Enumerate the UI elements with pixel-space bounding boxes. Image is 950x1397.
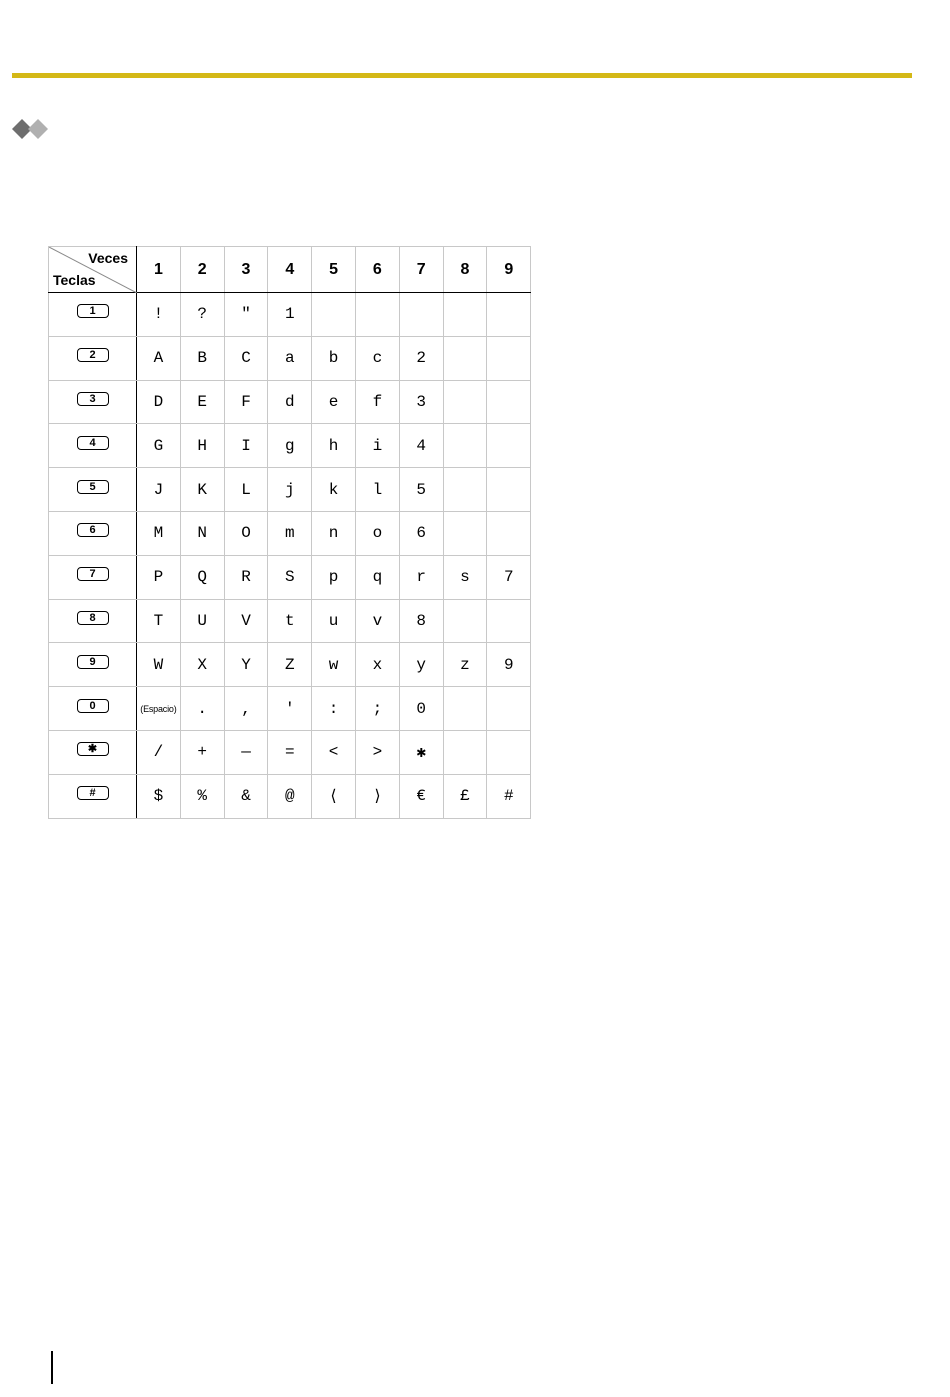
character-cell: 4 [399, 424, 443, 468]
character-cell: n [312, 511, 356, 555]
character-cell [443, 293, 487, 337]
character-cell: 2 [399, 336, 443, 380]
character-cell: 6 [399, 511, 443, 555]
character-cell: K [180, 468, 224, 512]
character-entry-table [48, 246, 531, 819]
character-cell: & [224, 774, 268, 818]
character-cell: u [312, 599, 356, 643]
dial-key-icon: 8 [77, 611, 109, 625]
character-cell: X [180, 643, 224, 687]
character-cell: z [443, 643, 487, 687]
character-cell: Q [180, 555, 224, 599]
character-cell: ? [180, 293, 224, 337]
section-diamonds-icon [12, 118, 52, 140]
table-row [49, 511, 531, 555]
veces-label: Veces [88, 250, 128, 266]
character-cell: ! [137, 293, 181, 337]
character-cell: = [268, 730, 312, 774]
table-row [49, 774, 531, 818]
character-cell: C [224, 336, 268, 380]
dial-key-icon: 9 [77, 655, 109, 669]
character-cell: , [224, 687, 268, 731]
character-cell [443, 468, 487, 512]
character-cell: @ [268, 774, 312, 818]
dial-key-icon: ✱ [77, 742, 109, 756]
character-cell: > [355, 730, 399, 774]
character-cell: q [355, 555, 399, 599]
character-cell [443, 424, 487, 468]
table-header-row [49, 247, 531, 293]
character-cell: H [180, 424, 224, 468]
key-cell [49, 730, 137, 774]
press-count-header: 1 [137, 247, 181, 293]
character-cell: t [268, 599, 312, 643]
key-cell [49, 599, 137, 643]
character-cell: k [312, 468, 356, 512]
table-row [49, 468, 531, 512]
character-cell [443, 336, 487, 380]
dial-key-icon: 6 [77, 523, 109, 537]
character-cell [487, 424, 531, 468]
character-cell [355, 293, 399, 337]
character-cell: N [180, 511, 224, 555]
press-count-header: 2 [180, 247, 224, 293]
press-count-header: 3 [224, 247, 268, 293]
character-cell: A [137, 336, 181, 380]
key-cell [49, 643, 137, 687]
character-cell [443, 599, 487, 643]
press-count-header: 7 [399, 247, 443, 293]
character-cell [487, 380, 531, 424]
character-cell: ⟨ [312, 774, 356, 818]
character-cell: / [137, 730, 181, 774]
character-cell: G [137, 424, 181, 468]
character-cell: U [180, 599, 224, 643]
character-cell: L [224, 468, 268, 512]
character-cell: ⟩ [355, 774, 399, 818]
press-count-header: 4 [268, 247, 312, 293]
table-row [49, 336, 531, 380]
character-cell [487, 468, 531, 512]
character-cell: < [312, 730, 356, 774]
character-cell: Y [224, 643, 268, 687]
press-count-header: 5 [312, 247, 356, 293]
character-cell [487, 293, 531, 337]
character-cell: E [180, 380, 224, 424]
character-cell: F [224, 380, 268, 424]
teclas-label: Teclas [53, 272, 96, 288]
character-cell: r [399, 555, 443, 599]
table-row [49, 599, 531, 643]
character-cell: y [399, 643, 443, 687]
character-cell [487, 687, 531, 731]
table-row [49, 424, 531, 468]
key-cell [49, 293, 137, 337]
character-cell [399, 293, 443, 337]
table-row [49, 687, 531, 731]
character-cell: o [355, 511, 399, 555]
character-cell: Z [268, 643, 312, 687]
character-cell [487, 730, 531, 774]
page-margin-bar [51, 1351, 53, 1384]
key-cell [49, 380, 137, 424]
table-body [49, 293, 531, 819]
dial-key-icon: 3 [77, 392, 109, 406]
character-cell: c [355, 336, 399, 380]
key-cell [49, 774, 137, 818]
character-cell: $ [137, 774, 181, 818]
character-cell: O [224, 511, 268, 555]
character-cell: I [224, 424, 268, 468]
character-cell: £ [443, 774, 487, 818]
character-cell: M [137, 511, 181, 555]
dial-key-icon: 4 [77, 436, 109, 450]
character-cell: S [268, 555, 312, 599]
character-cell: (Espacio) [137, 687, 181, 731]
character-cell: l [355, 468, 399, 512]
character-cell: g [268, 424, 312, 468]
character-cell: J [137, 468, 181, 512]
character-cell: d [268, 380, 312, 424]
character-cell [312, 293, 356, 337]
character-cell: m [268, 511, 312, 555]
character-cell: b [312, 336, 356, 380]
dial-key-icon: 1 [77, 304, 109, 318]
key-cell [49, 336, 137, 380]
key-cell [49, 468, 137, 512]
character-cell: . [180, 687, 224, 731]
character-cell: a [268, 336, 312, 380]
key-cell [49, 555, 137, 599]
key-cell [49, 511, 137, 555]
character-cell: j [268, 468, 312, 512]
character-cell: 3 [399, 380, 443, 424]
key-cell [49, 687, 137, 731]
character-cell [443, 687, 487, 731]
table-row [49, 380, 531, 424]
character-cell: — [224, 730, 268, 774]
table-row [49, 555, 531, 599]
character-cell: D [137, 380, 181, 424]
character-cell: x [355, 643, 399, 687]
character-cell: 1 [268, 293, 312, 337]
character-cell: ' [268, 687, 312, 731]
character-cell: W [137, 643, 181, 687]
dial-key-icon: 7 [77, 567, 109, 581]
press-count-header: 9 [487, 247, 531, 293]
character-cell: ; [355, 687, 399, 731]
dial-key-icon: 2 [77, 348, 109, 362]
key-cell [49, 424, 137, 468]
character-cell: v [355, 599, 399, 643]
character-cell: ✱ [399, 730, 443, 774]
character-cell: s [443, 555, 487, 599]
character-cell: h [312, 424, 356, 468]
character-cell: 7 [487, 555, 531, 599]
character-cell: 9 [487, 643, 531, 687]
character-cell: P [137, 555, 181, 599]
character-cell: 0 [399, 687, 443, 731]
press-count-header: 8 [443, 247, 487, 293]
dial-key-icon: 5 [77, 480, 109, 494]
dial-key-icon: # [77, 786, 109, 800]
character-cell [443, 730, 487, 774]
character-cell: i [355, 424, 399, 468]
character-cell: # [487, 774, 531, 818]
character-cell: w [312, 643, 356, 687]
character-cell: € [399, 774, 443, 818]
character-cell: T [137, 599, 181, 643]
character-cell: B [180, 336, 224, 380]
character-cell [487, 599, 531, 643]
character-cell: + [180, 730, 224, 774]
table-row [49, 293, 531, 337]
character-cell: p [312, 555, 356, 599]
character-cell: : [312, 687, 356, 731]
top-rule [12, 73, 912, 78]
character-cell [487, 336, 531, 380]
character-cell [487, 511, 531, 555]
dial-key-icon: 0 [77, 699, 109, 713]
character-cell: 8 [399, 599, 443, 643]
character-cell: e [312, 380, 356, 424]
character-cell: 5 [399, 468, 443, 512]
table-row [49, 730, 531, 774]
character-cell [443, 511, 487, 555]
character-cell: f [355, 380, 399, 424]
character-cell: R [224, 555, 268, 599]
character-cell: % [180, 774, 224, 818]
character-cell [443, 380, 487, 424]
corner-header-cell [49, 247, 137, 293]
press-count-header: 6 [355, 247, 399, 293]
character-cell: " [224, 293, 268, 337]
table-row [49, 643, 531, 687]
character-cell: V [224, 599, 268, 643]
